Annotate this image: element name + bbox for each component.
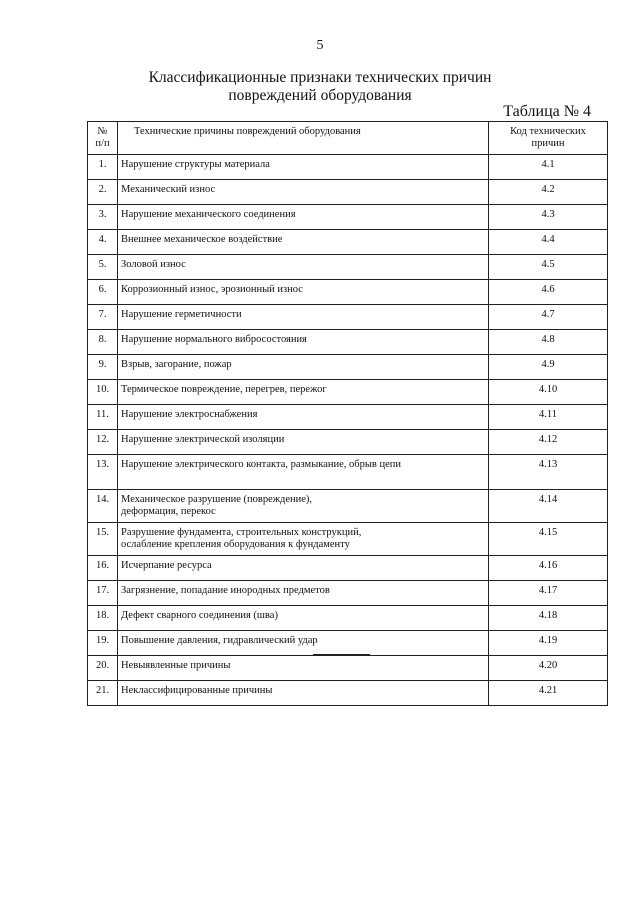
row-cause: Загрязнение, попадание инородных предметов [118, 581, 489, 606]
row-number: 9. [88, 355, 118, 380]
row-cause: Взрыв, загорание, пожар [118, 355, 489, 380]
row-number: 16. [88, 556, 118, 581]
row-cause: Нарушение механического соединения [118, 205, 489, 230]
row-cause: Нарушение структуры материала [118, 155, 489, 180]
row-number: 15. [88, 523, 118, 556]
row-number: 19. [88, 631, 118, 656]
row-cause: Золовой износ [118, 255, 489, 280]
row-code: 4.21 [489, 681, 608, 706]
row-code: 4.18 [489, 606, 608, 631]
row-code: 4.6 [489, 280, 608, 305]
row-code: 4.12 [489, 430, 608, 455]
row-code: 4.1 [489, 155, 608, 180]
table-row [88, 230, 608, 255]
row-number: 11. [88, 405, 118, 430]
row-cause: Невыявленные причины [118, 656, 489, 681]
row-code: 4.7 [489, 305, 608, 330]
row-cause: Исчерпание ресурса [118, 556, 489, 581]
row-number: 18. [88, 606, 118, 631]
row-number: 8. [88, 330, 118, 355]
table-caption: Таблица № 4 [503, 103, 591, 120]
row-number: 17. [88, 581, 118, 606]
row-cause-line-2: деформация, перекос [121, 506, 216, 517]
row-cause-line-1: Разрушение фундамента, строительных конструкций, [121, 527, 362, 538]
row-code: 4.9 [489, 355, 608, 380]
row-cause: Нарушение электрического контакта, размыкание, обрыв цепи [118, 455, 489, 490]
row-code: 4.2 [489, 180, 608, 205]
header-code-line-1: Код технических [510, 126, 586, 137]
row-cause: Механический износ [118, 180, 489, 205]
row-cause [118, 490, 489, 523]
table-row [88, 180, 608, 205]
row-number: 6. [88, 280, 118, 305]
row-cause: Нарушение нормального вибросостояния [118, 330, 489, 355]
row-cause: Внешнее механическое воздействие [118, 230, 489, 255]
page-number: 5 [316, 38, 324, 53]
table-row [88, 405, 608, 430]
row-code: 4.20 [489, 656, 608, 681]
row-cause [118, 523, 489, 556]
row-cause: Неклассифицированные причины [118, 681, 489, 706]
table-row [88, 656, 608, 681]
row-cause: Дефект сварного соединения (шва) [118, 606, 489, 631]
row-cause: Нарушение электроснабжения [118, 405, 489, 430]
table-row [88, 490, 608, 523]
row-code: 4.11 [489, 405, 608, 430]
row-cause: Термическое повреждение, перегрев, пережог [118, 380, 489, 405]
row-number: 3. [88, 205, 118, 230]
header-code [489, 122, 608, 155]
row-cause: Повышение давления, гидравлический удар [118, 631, 489, 656]
row-code: 4.16 [489, 556, 608, 581]
table-row [88, 255, 608, 280]
table-row [88, 581, 608, 606]
row-code: 4.8 [489, 330, 608, 355]
title-line-2: повреждений оборудования [228, 87, 412, 104]
row-number: 2. [88, 180, 118, 205]
document-title [0, 69, 640, 105]
table-row [88, 681, 608, 706]
table-row [88, 455, 608, 490]
header-number-line-2: п/п [95, 138, 110, 149]
causes-table [87, 121, 608, 706]
header-cause: Технические причины повреждений оборудования [118, 122, 489, 155]
table-row [88, 155, 608, 180]
row-code: 4.15 [489, 523, 608, 556]
header-number [88, 122, 118, 155]
header-code-line-2: причин [531, 138, 565, 149]
row-code: 4.14 [489, 490, 608, 523]
table-row [88, 205, 608, 230]
row-number: 13. [88, 455, 118, 490]
table-row [88, 330, 608, 355]
title-line-1: Классификационные признаки технических причин [148, 69, 492, 86]
table-row [88, 631, 608, 656]
table-row [88, 430, 608, 455]
row-number: 21. [88, 681, 118, 706]
table-row [88, 305, 608, 330]
row-code: 4.5 [489, 255, 608, 280]
row-code: 4.3 [489, 205, 608, 230]
table-row [88, 523, 608, 556]
row-cause: Коррозионный износ, эрозионный износ [118, 280, 489, 305]
table-row [88, 556, 608, 581]
row-number: 7. [88, 305, 118, 330]
row-code: 4.4 [489, 230, 608, 255]
row-code: 4.19 [489, 631, 608, 656]
table-row [88, 380, 608, 405]
row-code: 4.17 [489, 581, 608, 606]
row-number: 12. [88, 430, 118, 455]
header-number-line-1: № [97, 126, 108, 137]
row-number: 4. [88, 230, 118, 255]
table-header-row [88, 122, 608, 155]
table-row [88, 606, 608, 631]
row-cause: Нарушение электрической изоляции [118, 430, 489, 455]
row-number: 14. [88, 490, 118, 523]
table-row [88, 280, 608, 305]
row-code: 4.10 [489, 380, 608, 405]
end-separator-line [313, 654, 370, 655]
row-code: 4.13 [489, 455, 608, 490]
row-number: 10. [88, 380, 118, 405]
row-cause: Нарушение герметичности [118, 305, 489, 330]
row-number: 5. [88, 255, 118, 280]
row-number: 20. [88, 656, 118, 681]
row-number: 1. [88, 155, 118, 180]
row-cause-line-2: ослабление крепления оборудования к фундаменту [121, 539, 350, 550]
table-row [88, 355, 608, 380]
row-cause-line-1: Механическое разрушение (повреждение), [121, 494, 313, 505]
